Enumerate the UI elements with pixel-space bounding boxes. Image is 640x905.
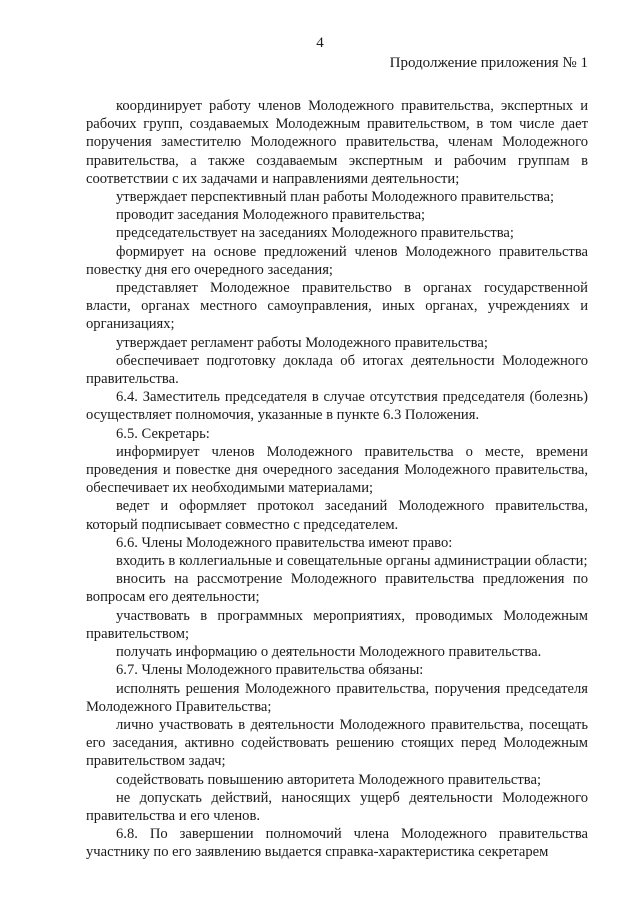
paragraph-approves-plan: утверждает перспективный план работы Молодежного правительства; bbox=[116, 189, 555, 206]
paragraph-participate-events: участвовать в программных мероприятиях, проводимых Молодежным правительством; bbox=[86, 607, 588, 642]
paragraph-6-7-obligations: 6.7. Члены Молодежного правительства обязаны: bbox=[116, 662, 424, 679]
paragraph-6-8-completion: 6.8. По завершении полномочий члена Молодежного правительства участнику по его заявлению выдается справка-характеристика секретарем bbox=[86, 826, 588, 861]
paragraph-represents: представляет Молодежное правительство в органах государственной власти, органах местного самоуправления, иных органах, учреждениях и организациях; bbox=[86, 280, 588, 333]
paragraph-informs-members: информирует членов Молодежного правительства о месте, времени проведения и повестке дня очередного заседания Молодежного правительства, обеспечивает их необходимыми материалами; bbox=[86, 443, 588, 497]
paragraph-coordinates-work: координирует работу членов Молодежного правительства, экспертных и рабочих групп, создаваемых Молодежным правительством, в том числе дает поручения заместителю Молодежного правительства, членам Молодежного правительства, а также создаваемым экспертным и рабочим группам в соответствии с их задачами и направлениями деятельности; bbox=[86, 98, 588, 187]
paragraph-execute-decisions: исполнять решения Молодежного правительства, поручения председателя Молодежного Правительства; bbox=[86, 680, 588, 715]
paragraph-6-6-rights: 6.6. Члены Молодежного правительства имеют право: bbox=[116, 534, 453, 551]
paragraph-holds-meetings: проводит заседания Молодежного правительства; bbox=[116, 207, 426, 224]
appendix-continuation-label: Продолжение приложения № 1 bbox=[389, 55, 588, 71]
paragraph-6-5-secretary: 6.5. Секретарь: bbox=[116, 425, 210, 442]
paragraph-no-harm: не допускать действий, наносящих ущерб деятельности Молодежного правительства и его членов. bbox=[86, 789, 588, 824]
paragraph-presides: председательствует на заседаниях Молодежного правительства; bbox=[116, 225, 514, 242]
paragraph-collegial-bodies: входить в коллегиальные и совещательные органы администрации области; bbox=[116, 553, 588, 570]
paragraph-forms-agenda: формирует на основе предложений членов Молодежного правительства повестку дня его очередного заседания; bbox=[86, 243, 588, 278]
paragraph-promote-authority: содействовать повышению авторитета Молодежного правительства; bbox=[116, 771, 542, 788]
paragraph-6-4-deputy: 6.4. Заместитель председателя в случае отсутствия председателя (болезнь) осуществляет полномочия, указанные в пункте 6.3 Положения. bbox=[86, 389, 588, 424]
paragraph-report: обеспечивает подготовку доклада об итогах деятельности Молодежного правительства. bbox=[86, 352, 588, 388]
paragraph-approves-regulations: утверждает регламент работы Молодежного правительства; bbox=[116, 334, 488, 351]
page-number: 4 bbox=[316, 35, 324, 51]
paragraph-keeps-minutes: ведет и оформляет протокол заседаний Молодежного правительства, который подписывает совместно с председателем. bbox=[86, 498, 588, 533]
paragraph-submit-proposals: вносить на рассмотрение Молодежного правительства предложения по вопросам его деятельности; bbox=[86, 571, 588, 606]
paragraph-receive-info: получать информацию о деятельности Молодежного правительства. bbox=[116, 644, 542, 661]
document-body bbox=[86, 97, 588, 862]
paragraph-personally-participate: лично участвовать в деятельности Молодежного правительства, посещать его заседания, активно содействовать решению стоящих перед Молодежным правительством задач; bbox=[86, 716, 588, 770]
